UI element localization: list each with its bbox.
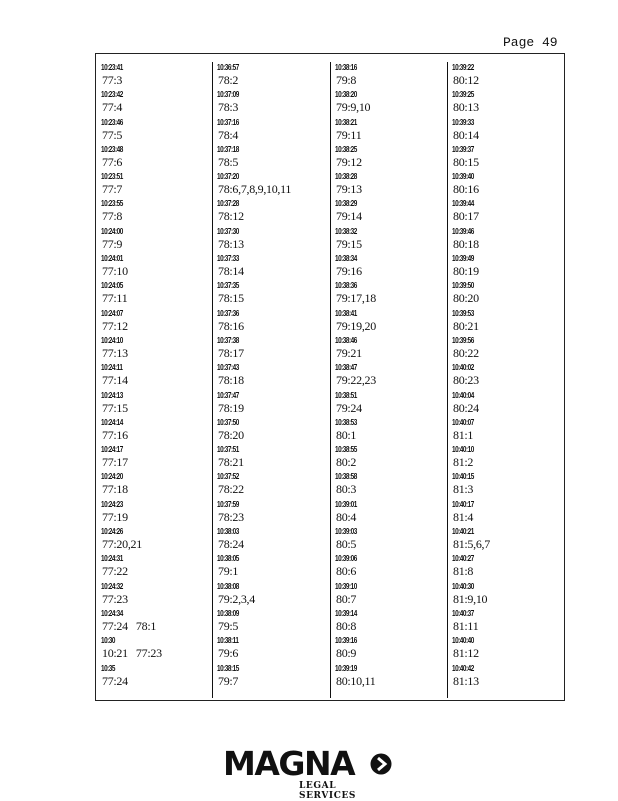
page-line-reference: 81:12 (453, 646, 479, 661)
timestamp: 10:23:42 (101, 90, 123, 100)
index-entry (452, 363, 562, 390)
index-entry (335, 336, 445, 363)
page-line-reference: 80:8 (336, 618, 357, 633)
page-line-reference: 78:19 (218, 400, 244, 415)
page-line-reference: 78:17 (218, 345, 244, 360)
index-entry (101, 227, 211, 254)
page-line-reference: 77:24 78:1 (102, 618, 157, 633)
index-entry (101, 527, 211, 554)
page-line-reference: 80:22 (453, 345, 479, 360)
index-entry (452, 636, 562, 663)
index-entry (101, 118, 211, 145)
timestamp: 10:37:59 (217, 499, 239, 509)
index-entry (335, 309, 445, 336)
page-line-reference: 79:19,20 (336, 318, 376, 333)
page-line-reference: 77:12 (102, 318, 128, 333)
timestamp: 10:39:03 (335, 527, 357, 537)
index-entry (217, 90, 327, 117)
index-entry (101, 336, 211, 363)
page-line-reference: 78:24 (218, 537, 244, 552)
page-line-reference: 79:7 (218, 673, 239, 688)
timestamp: 10:37:20 (217, 172, 239, 182)
page-line-reference: 81:2 (453, 455, 474, 470)
timestamp: 10:24:01 (101, 254, 123, 264)
timestamp: 10:24:05 (101, 281, 123, 291)
page-line-reference: 80:16 (453, 182, 479, 197)
page-line-reference: 77:23 (102, 591, 128, 606)
index-entry (335, 445, 445, 472)
page-line-reference: 79:13 (336, 182, 362, 197)
timestamp: 10:23:48 (101, 144, 123, 154)
timestamp: 10:39:25 (452, 90, 474, 100)
index-entry (335, 664, 445, 691)
index-entry (101, 391, 211, 418)
index-entry (217, 254, 327, 281)
page-line-reference: 80:2 (336, 455, 357, 470)
timestamp: 10:39:53 (452, 308, 474, 318)
page-line-reference: 81:11 (453, 618, 479, 633)
page-line-reference: 78:16 (218, 318, 244, 333)
magna-logo (223, 744, 395, 801)
timestamp: 10:24:10 (101, 335, 123, 345)
index-entry (101, 445, 211, 472)
index-entry (101, 281, 211, 308)
timestamp: 10:24:17 (101, 445, 123, 455)
page-line-reference: 79:24 (336, 400, 362, 415)
page-line-reference: 78:2 (218, 73, 239, 87)
timestamp: 10:24:13 (101, 390, 123, 400)
page-line-reference: 80:19 (453, 264, 479, 279)
timestamp: 10:35 (101, 663, 115, 673)
page-line-reference: 79:5 (218, 618, 239, 633)
timestamp: 10:40:04 (452, 390, 474, 400)
timestamp: 10:23:51 (101, 172, 123, 182)
timestamp: 10:24:34 (101, 608, 123, 618)
index-entry (452, 527, 562, 554)
timestamp: 10:24:11 (101, 363, 123, 373)
index-entry (217, 391, 327, 418)
timestamp: 10:39:50 (452, 281, 474, 291)
page-line-reference: 79:6 (218, 646, 239, 661)
page-line-reference: 81:13 (453, 673, 479, 688)
page-line-reference: 78:22 (218, 482, 244, 497)
page-line-reference: 77:19 (102, 509, 128, 524)
index-entry (101, 145, 211, 172)
page-line-reference: 77:10 (102, 264, 128, 279)
page-line-reference: 80:10,11 (336, 673, 376, 688)
index-entry (335, 500, 445, 527)
page-line-reference: 77:11 (102, 291, 128, 306)
index-entry (101, 172, 211, 199)
index-entry (101, 554, 211, 581)
page-line-reference: 77:18 (102, 482, 128, 497)
timestamp: 10:37:51 (217, 445, 239, 455)
index-entry (217, 336, 327, 363)
page-line-reference: 78:14 (218, 264, 244, 279)
page-line-reference: 80:13 (453, 100, 479, 115)
page-line-reference: 77:7 (102, 182, 123, 197)
timestamp: 10:38:29 (335, 199, 357, 209)
timestamp: 10:37:47 (217, 390, 239, 400)
timestamp: 10:23:55 (101, 199, 123, 209)
index-entry (452, 336, 562, 363)
index-entry (217, 172, 327, 199)
index-entry (217, 309, 327, 336)
page-line-reference: 77:17 (102, 455, 128, 470)
timestamp: 10:38:34 (335, 254, 357, 264)
timestamp: 10:24:00 (101, 226, 123, 236)
page-line-reference: 78:20 (218, 427, 244, 442)
index-column-4 (452, 63, 562, 691)
index-entry (452, 145, 562, 172)
timestamp: 10:23:46 (101, 117, 123, 127)
page-line-reference: 78:3 (218, 100, 239, 115)
index-entry (452, 445, 562, 472)
page-line-reference: 80:24 (453, 400, 479, 415)
page-number: Page 49 (503, 35, 558, 50)
timestamp: 10:40:17 (452, 499, 474, 509)
index-entry (101, 309, 211, 336)
page-line-reference: 79:2,3,4 (218, 591, 255, 606)
timestamp: 10:38:28 (335, 172, 357, 182)
page-line-reference: 78:12 (218, 209, 244, 224)
timestamp: 10:40:40 (452, 636, 474, 646)
timestamp: 10:38:15 (217, 663, 239, 673)
timestamp: 10:38:16 (335, 63, 357, 72)
index-entry (101, 363, 211, 390)
timestamp: 10:39:01 (335, 499, 357, 509)
index-entry (335, 472, 445, 499)
page-line-reference: 79:21 (336, 345, 362, 360)
timestamp: 10:37:16 (217, 117, 239, 127)
timestamp: 10:37:38 (217, 335, 239, 345)
index-entry (101, 500, 211, 527)
timestamp: 10:38:21 (335, 117, 357, 127)
index-entry (217, 363, 327, 390)
timestamp: 10:38:46 (335, 335, 357, 345)
page-line-reference: 80:9 (336, 646, 357, 661)
page-line-reference: 80:4 (336, 509, 357, 524)
index-entry (452, 391, 562, 418)
index-column-1 (101, 63, 211, 691)
page-line-reference: 77:22 (102, 564, 128, 579)
page-line-reference: 80:7 (336, 591, 357, 606)
index-entry (335, 63, 445, 90)
index-entry (217, 500, 327, 527)
page-line-reference: 79:15 (336, 236, 362, 251)
page-line-reference: 77:16 (102, 427, 128, 442)
logo-tagline: LEGAL SERVICES (299, 781, 357, 801)
page-line-reference: 78:18 (218, 373, 244, 388)
timestamp: 10:37:36 (217, 308, 239, 318)
index-entry (101, 199, 211, 226)
timestamp: 10:24:23 (101, 499, 123, 509)
index-entry (217, 636, 327, 663)
page-line-reference: 77:3 (102, 73, 123, 87)
timestamp: 10:39:16 (335, 636, 357, 646)
timestamp: 10:39:33 (452, 117, 474, 127)
page-line-reference: 78:15 (218, 291, 244, 306)
index-entry (217, 145, 327, 172)
page-line-reference: 77:15 (102, 400, 128, 415)
timestamp: 10:23:41 (101, 63, 123, 72)
timestamp: 10:24:07 (101, 308, 123, 318)
page-line-reference: 78:5 (218, 154, 239, 169)
timestamp: 10:40:21 (452, 527, 474, 537)
index-entry (101, 254, 211, 281)
index-entry (217, 199, 327, 226)
timestamp: 10:38:08 (217, 581, 239, 591)
page-line-reference: 77:9 (102, 236, 123, 251)
page-line-reference: 77:20,21 (102, 537, 142, 552)
page-line-reference: 80:6 (336, 564, 357, 579)
index-entry (335, 554, 445, 581)
timestamp: 10:37:43 (217, 363, 239, 373)
index-entry (217, 118, 327, 145)
timestamp: 10:39:46 (452, 226, 474, 236)
timestamp: 10:39:14 (335, 608, 357, 618)
index-entry (452, 609, 562, 636)
timestamp: 10:38:03 (217, 527, 239, 537)
timestamp: 10:24:20 (101, 472, 123, 482)
page-line-reference: 81:4 (453, 509, 474, 524)
timestamp: 10:40:30 (452, 581, 474, 591)
timestamp: 10:39:19 (335, 663, 357, 673)
index-entry (217, 418, 327, 445)
column-divider (330, 62, 331, 698)
timestamp: 10:37:18 (217, 144, 239, 154)
page-line-reference: 78:21 (218, 455, 244, 470)
timestamp: 10:37:35 (217, 281, 239, 291)
page-line-reference: 79:22,23 (336, 373, 376, 388)
page-line-reference: 80:20 (453, 291, 479, 306)
index-entry (452, 90, 562, 117)
column-divider (447, 62, 448, 698)
page-line-reference: 79:8 (336, 73, 357, 87)
page-line-reference: 80:15 (453, 154, 479, 169)
index-entry (335, 254, 445, 281)
logo-wordmark: MAGNA (223, 744, 355, 783)
timestamp: 10:40:15 (452, 472, 474, 482)
timestamp: 10:38:25 (335, 144, 357, 154)
index-column-2 (217, 63, 327, 691)
page-line-reference: 80:21 (453, 318, 479, 333)
timestamp: 10:38:55 (335, 445, 357, 455)
index-entry (335, 281, 445, 308)
page-line-reference: 78:13 (218, 236, 244, 251)
timestamp: 10:39:40 (452, 172, 474, 182)
page-line-reference: 80:23 (453, 373, 479, 388)
page-line-reference: 80:18 (453, 236, 479, 251)
timestamp: 10:37:30 (217, 226, 239, 236)
timestamp: 10:24:31 (101, 554, 123, 564)
index-entry (217, 582, 327, 609)
index-entry (452, 472, 562, 499)
page-line-reference: 79:12 (336, 154, 362, 169)
timestamp: 10:38:58 (335, 472, 357, 482)
timestamp: 10:38:36 (335, 281, 357, 291)
index-entry (335, 527, 445, 554)
timestamp: 10:39:10 (335, 581, 357, 591)
index-column-3 (335, 63, 445, 691)
index-entry (452, 172, 562, 199)
index-entry (217, 554, 327, 581)
timestamp: 10:40:42 (452, 663, 474, 673)
timestamp: 10:24:32 (101, 581, 123, 591)
timestamp: 10:38:51 (335, 390, 357, 400)
index-entry (101, 63, 211, 90)
page-line-reference: 81:5,6,7 (453, 537, 490, 552)
timestamp: 10:37:28 (217, 199, 239, 209)
page-line-reference: 80:1 (336, 427, 357, 442)
index-entry (452, 199, 562, 226)
timestamp: 10:40:10 (452, 445, 474, 455)
index-entry (335, 90, 445, 117)
column-divider (212, 62, 213, 698)
timestamp: 10:38:47 (335, 363, 357, 373)
page-line-reference: 81:3 (453, 482, 474, 497)
index-entry (335, 636, 445, 663)
page-line-reference: 80:3 (336, 482, 357, 497)
timestamp: 10:38:41 (335, 308, 357, 318)
timestamp: 10:38:32 (335, 226, 357, 236)
timestamp: 10:38:05 (217, 554, 239, 564)
page-line-reference: 77:8 (102, 209, 123, 224)
index-entry (217, 63, 327, 90)
index-entry (452, 281, 562, 308)
index-entry (335, 199, 445, 226)
timestamp: 10:39:56 (452, 335, 474, 345)
timestamp: 10:40:07 (452, 417, 474, 427)
timestamp: 10:39:44 (452, 199, 474, 209)
page-line-reference: 78:6,7,8,9,10,11 (218, 182, 292, 197)
index-entry (335, 418, 445, 445)
timestamp: 10:38:53 (335, 417, 357, 427)
page-line-reference: 79:16 (336, 264, 362, 279)
page-line-reference: 77:14 (102, 373, 128, 388)
timestamp: 10:39:06 (335, 554, 357, 564)
word-index-table (95, 53, 565, 701)
index-entry (335, 227, 445, 254)
page-line-reference: 78:23 (218, 509, 244, 524)
timestamp: 10:37:52 (217, 472, 239, 482)
index-entry (452, 554, 562, 581)
index-entry (452, 63, 562, 90)
index-entry (335, 118, 445, 145)
page-line-reference: 80:5 (336, 537, 357, 552)
index-entry (452, 309, 562, 336)
timestamp: 10:30 (101, 636, 115, 646)
index-entry (452, 118, 562, 145)
page-line-reference: 77:5 (102, 127, 123, 142)
index-entry (452, 418, 562, 445)
timestamp: 10:39:22 (452, 63, 474, 72)
page-line-reference: 81:9,10 (453, 591, 488, 606)
index-entry (217, 527, 327, 554)
page-line-reference: 77:13 (102, 345, 128, 360)
page-line-reference: 77:24 (102, 673, 128, 688)
page-line-reference: 79:17,18 (336, 291, 376, 306)
page-line-reference: 81:8 (453, 564, 474, 579)
timestamp: 10:37:33 (217, 254, 239, 264)
index-entry (217, 227, 327, 254)
timestamp: 10:40:37 (452, 608, 474, 618)
index-entry (101, 609, 211, 636)
index-entry (452, 254, 562, 281)
index-entry (217, 281, 327, 308)
timestamp: 10:37:50 (217, 417, 239, 427)
page-line-reference: 79:9,10 (336, 100, 371, 115)
timestamp: 10:38:20 (335, 90, 357, 100)
index-entry (217, 445, 327, 472)
timestamp: 10:39:37 (452, 144, 474, 154)
page-line-reference: 79:11 (336, 127, 362, 142)
timestamp: 10:38:09 (217, 608, 239, 618)
index-entry (452, 500, 562, 527)
timestamp: 10:38:11 (217, 636, 239, 646)
index-entry (335, 582, 445, 609)
index-entry (217, 609, 327, 636)
index-entry (452, 664, 562, 691)
index-entry (335, 609, 445, 636)
index-entry (335, 145, 445, 172)
page-line-reference: 77:6 (102, 154, 123, 169)
page-line-reference: 81:1 (453, 427, 474, 442)
page-line-reference: 10:21 77:23 (102, 646, 162, 661)
index-entry (217, 664, 327, 691)
index-entry (101, 418, 211, 445)
page-line-reference: 80:12 (453, 73, 479, 87)
index-entry (335, 172, 445, 199)
index-entry (101, 664, 211, 691)
index-entry (452, 227, 562, 254)
index-entry (101, 636, 211, 663)
timestamp: 10:24:26 (101, 527, 123, 537)
arrow-circle-icon (370, 753, 392, 775)
index-entry (335, 391, 445, 418)
timestamp: 10:40:27 (452, 554, 474, 564)
timestamp: 10:39:49 (452, 254, 474, 264)
page-line-reference: 79:1 (218, 564, 239, 579)
timestamp: 10:37:09 (217, 90, 239, 100)
page-line-reference: 77:4 (102, 100, 123, 115)
timestamp: 10:24:14 (101, 417, 123, 427)
page-line-reference: 80:14 (453, 127, 479, 142)
index-entry (217, 472, 327, 499)
timestamp: 10:40:02 (452, 363, 474, 373)
index-entry (101, 472, 211, 499)
page-line-reference: 80:17 (453, 209, 479, 224)
timestamp: 10:36:57 (217, 63, 239, 72)
index-entry (101, 582, 211, 609)
index-entry (335, 363, 445, 390)
page-line-reference: 79:14 (336, 209, 362, 224)
index-entry (101, 90, 211, 117)
page-line-reference: 78:4 (218, 127, 239, 142)
index-entry (452, 582, 562, 609)
